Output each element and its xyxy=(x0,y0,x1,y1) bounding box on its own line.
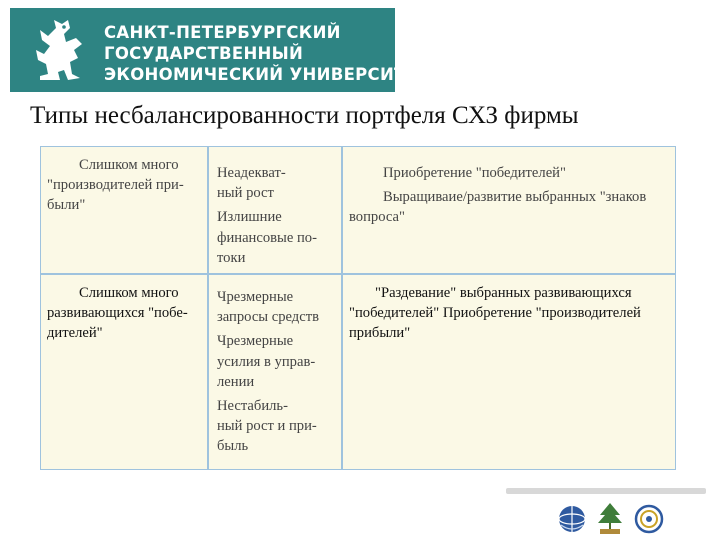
cell-line: быль xyxy=(217,438,249,455)
globe-emblem-icon xyxy=(559,506,585,532)
symptoms-cell xyxy=(217,287,337,457)
circle-emblem-icon xyxy=(636,506,662,532)
symptoms-cell xyxy=(217,163,337,268)
cell-line: усилия в управ- xyxy=(217,353,316,370)
table-column-divider xyxy=(207,147,209,469)
footer-divider xyxy=(506,488,706,494)
cell-line: развивающихся "побе- xyxy=(47,305,188,322)
cell-line: "производителей при- xyxy=(47,177,184,194)
griffin-logo-icon xyxy=(30,16,92,86)
cell-line: токи xyxy=(217,249,246,266)
university-name-line: ЭКОНОМИЧЕСКИЙ УНИВЕРСИТЕТ xyxy=(104,65,429,84)
cell-line: были" xyxy=(47,197,86,214)
imbalance-type-cell xyxy=(47,155,203,216)
university-name xyxy=(104,22,429,85)
footer-logos xyxy=(552,499,712,537)
cell-line: Чрезмерные xyxy=(217,333,294,350)
cell-line: запросы средств xyxy=(217,309,319,326)
cell-line: Выращиваие/развитие выбранных "знаков xyxy=(383,189,647,206)
cell-line: финансовые по- xyxy=(217,229,317,246)
slide-title: Типы несбалансированности портфеля СХЗ фирмы xyxy=(30,102,579,129)
university-name-line: САНКТ-ПЕТЕРБУРГСКИЙ xyxy=(104,23,341,42)
actions-cell xyxy=(349,283,673,344)
cell-line: лении xyxy=(217,373,255,390)
cell-line: Приобретение "победителей" xyxy=(383,165,566,181)
table-column-divider xyxy=(341,147,343,469)
imbalance-type-cell xyxy=(47,283,203,344)
table-row-divider xyxy=(41,273,675,275)
cell-line: дителей" xyxy=(47,325,103,342)
cell-line: прибыли" xyxy=(349,325,411,342)
cell-line: ный рост xyxy=(217,185,274,202)
cell-line: Неадекват- xyxy=(217,165,286,181)
university-name-line: ГОСУДАРСТВЕННЫЙ xyxy=(104,44,304,63)
actions-cell xyxy=(349,163,673,228)
cell-line: "победителей" Приобретение "производителей xyxy=(349,305,641,322)
cell-line: Излишние xyxy=(217,209,282,226)
cell-line: вопроса" xyxy=(349,209,405,226)
cell-line: Чрезмерные xyxy=(217,289,294,305)
cell-line: "Раздевание" выбранных развивающихся xyxy=(375,285,632,301)
cell-line: ный рост и при- xyxy=(217,418,317,435)
cell-line: Нестабиль- xyxy=(217,398,288,415)
tree-emblem-icon xyxy=(598,503,622,534)
cell-line: Слишком много xyxy=(79,285,179,301)
university-header xyxy=(10,8,429,92)
imbalance-table xyxy=(40,146,676,470)
cell-line: Слишком много xyxy=(79,157,179,173)
